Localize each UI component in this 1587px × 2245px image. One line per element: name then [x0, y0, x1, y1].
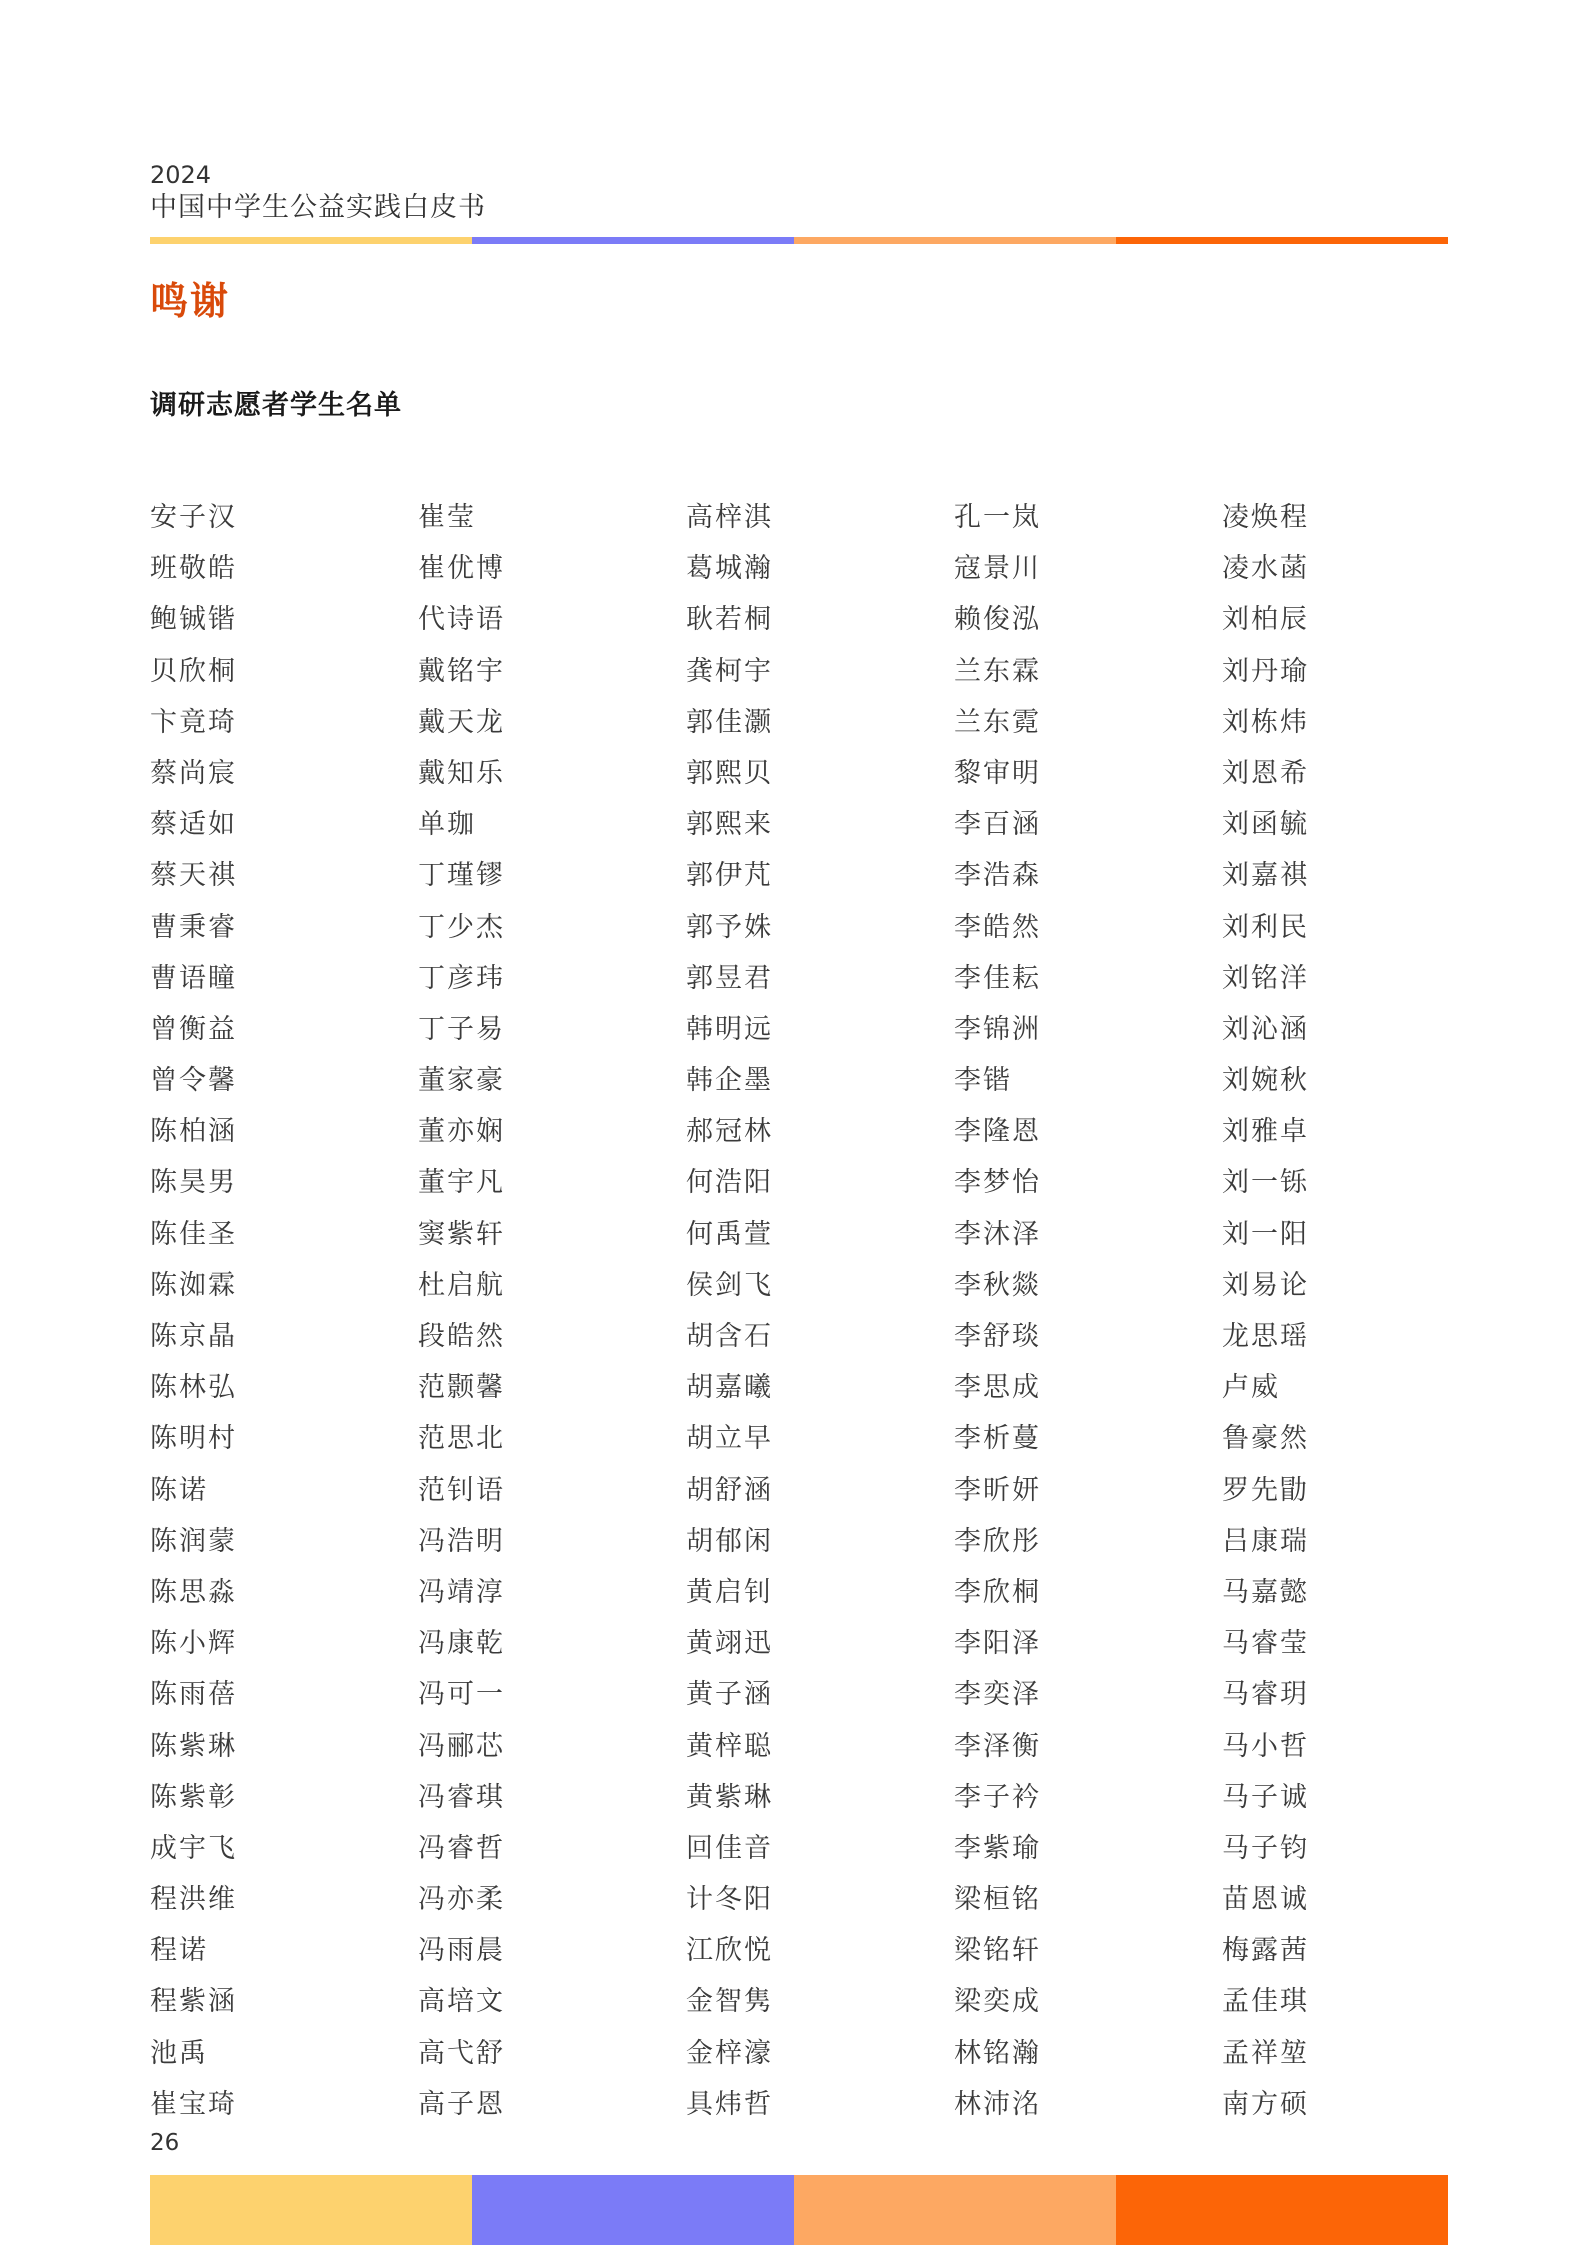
name-entry: 冯郦芯 [418, 1730, 505, 1762]
name-entry: 丁少杰 [418, 911, 505, 943]
name-entry: 程紫涵 [150, 1986, 237, 2018]
name-entry: 陈洳霖 [150, 1269, 237, 1301]
name-entry: 贝欣桐 [150, 655, 237, 687]
footer-band-peach [794, 2175, 1116, 2245]
name-entry: 郭熙来 [686, 809, 773, 841]
name-entry: 陈柏涵 [150, 1116, 237, 1148]
name-entry: 郭佳灏 [686, 706, 773, 738]
name-entry: 丁子易 [418, 1013, 505, 1045]
name-entry: 具炜哲 [686, 2088, 773, 2120]
name-entry: 李沐泽 [954, 1218, 1041, 1250]
name-entry: 梁奕成 [954, 1986, 1041, 2018]
name-entry: 孟祥堃 [1222, 2037, 1309, 2069]
header-rule-yellow [150, 237, 472, 244]
name-entry: 郭熙贝 [686, 757, 773, 789]
name-entry: 郭昱君 [686, 962, 773, 994]
name-entry: 李隆恩 [954, 1116, 1041, 1148]
name-entry: 郝冠林 [686, 1116, 773, 1148]
name-entry: 黄紫琳 [686, 1781, 773, 1813]
name-entry: 林沛洺 [954, 2088, 1041, 2120]
name-entry: 马小哲 [1222, 1730, 1309, 1762]
name-entry: 刘铭洋 [1222, 962, 1309, 994]
name-entry: 南方硕 [1222, 2088, 1309, 2120]
name-entry: 陈润蒙 [150, 1525, 237, 1557]
name-entry: 马睿玥 [1222, 1679, 1309, 1711]
name-entry: 蔡尚宸 [150, 757, 237, 789]
name-entry: 冯浩明 [418, 1525, 505, 1557]
name-entry: 李秋燚 [954, 1269, 1041, 1301]
name-entry: 刘婉秋 [1222, 1065, 1309, 1097]
name-entry: 侯剑飞 [686, 1269, 773, 1301]
name-entry: 陈林弘 [150, 1372, 237, 1404]
name-entry: 刘恩希 [1222, 757, 1309, 789]
name-entry: 崔莹 [418, 502, 476, 533]
name-entry: 陈诺 [150, 1474, 208, 1506]
name-entry: 刘柏辰 [1222, 604, 1309, 636]
name-entry: 李析蔓 [954, 1423, 1041, 1455]
name-entry: 卢威 [1222, 1372, 1280, 1404]
name-entry: 郭予姝 [686, 911, 773, 943]
name-entry: 范钊语 [418, 1474, 505, 1506]
name-entry: 丁彦玮 [418, 962, 505, 994]
name-entry: 段皓然 [418, 1321, 505, 1352]
name-entry: 刘一阳 [1222, 1218, 1309, 1250]
name-entry: 陈思淼 [150, 1576, 237, 1608]
name-entry: 池禹 [150, 2037, 208, 2069]
name-entry: 葛城瀚 [686, 553, 773, 585]
name-entry: 李欣桐 [954, 1576, 1041, 1608]
name-entry: 陈京晶 [150, 1321, 237, 1352]
name-entry: 曹秉睿 [150, 911, 237, 943]
name-entry: 鲍铖锴 [150, 604, 237, 636]
footer-band-yellow [150, 2175, 472, 2245]
header-rule-orange [1116, 237, 1448, 244]
subsection-title: 调研志愿者学生名单 [150, 390, 402, 421]
name-entry: 李泽衡 [954, 1730, 1041, 1762]
name-entry: 马子诚 [1222, 1781, 1309, 1813]
name-entry: 何浩阳 [686, 1167, 773, 1199]
name-entry: 陈雨蓓 [150, 1679, 237, 1711]
name-entry: 范思北 [418, 1423, 505, 1455]
name-entry: 陈佳圣 [150, 1218, 237, 1250]
header-rule-purple [472, 237, 794, 244]
name-entry: 程诺 [150, 1935, 208, 1967]
name-entry: 董亦娴 [418, 1116, 505, 1148]
name-entry: 窦紫轩 [418, 1218, 505, 1250]
name-entry: 董家豪 [418, 1065, 505, 1097]
name-entry: 苗恩诚 [1222, 1884, 1309, 1916]
name-entry: 寇景川 [954, 553, 1041, 585]
name-entry: 李奕泽 [954, 1679, 1041, 1711]
name-entry: 班敬皓 [150, 553, 237, 585]
name-entry: 曾令馨 [150, 1065, 237, 1097]
name-entry: 戴铭宇 [418, 655, 505, 687]
name-entry: 冯睿琪 [418, 1781, 505, 1813]
name-entry: 胡立早 [686, 1423, 773, 1455]
name-entry: 梁桓铭 [954, 1884, 1041, 1916]
footer-band-orange [1116, 2175, 1448, 2245]
name-entry: 高梓淇 [686, 502, 773, 533]
name-entry: 胡含石 [686, 1321, 773, 1352]
name-entry: 马嘉懿 [1222, 1576, 1309, 1608]
name-entry: 冯靖淳 [418, 1576, 505, 1608]
name-entry: 陈紫彰 [150, 1781, 237, 1813]
name-entry: 李欣彤 [954, 1525, 1041, 1557]
name-entry: 回佳音 [686, 1832, 773, 1864]
name-entry: 刘函毓 [1222, 809, 1309, 841]
name-entry: 董宇凡 [418, 1167, 505, 1199]
name-entry: 卞竟琦 [150, 706, 237, 738]
name-entry: 韩明远 [686, 1013, 773, 1045]
name-entry: 李皓然 [954, 911, 1041, 943]
name-entry: 黄子涵 [686, 1679, 773, 1711]
name-entry: 高弋舒 [418, 2037, 505, 2069]
name-entry: 成宇飞 [150, 1832, 237, 1864]
name-entry: 安子汉 [150, 502, 237, 533]
name-entry: 戴天龙 [418, 706, 505, 738]
page-header [150, 160, 1440, 226]
name-entry: 兰东霖 [954, 655, 1041, 687]
header-year: 2024 [150, 161, 212, 189]
section-title: 鸣谢 [150, 279, 231, 323]
name-entry: 胡嘉曦 [686, 1372, 773, 1404]
name-entry: 李佳耘 [954, 962, 1041, 994]
name-entry: 马子钧 [1222, 1832, 1309, 1864]
name-entry: 单珈 [418, 809, 476, 841]
name-entry: 计冬阳 [686, 1884, 773, 1916]
name-entry: 高子恩 [418, 2088, 505, 2120]
name-entry: 刘雅卓 [1222, 1116, 1309, 1148]
name-entry: 郭伊芃 [686, 860, 773, 892]
name-entry: 胡舒涵 [686, 1474, 773, 1506]
name-entry: 李舒琰 [954, 1321, 1041, 1352]
name-entry: 刘沁涵 [1222, 1013, 1309, 1045]
name-entry: 李思成 [954, 1372, 1041, 1404]
page-number: 26 [150, 2130, 180, 2156]
name-column-5 [1222, 492, 1482, 2130]
name-entry: 戴知乐 [418, 757, 505, 789]
name-entry: 冯睿哲 [418, 1832, 505, 1864]
name-entry: 陈紫琳 [150, 1730, 237, 1762]
name-column-2 [418, 492, 678, 2130]
name-entry: 鲁豪然 [1222, 1423, 1309, 1455]
name-entry: 江欣悦 [686, 1935, 773, 1967]
name-entry: 崔宝琦 [150, 2088, 237, 2120]
name-entry: 孔一岚 [954, 502, 1041, 533]
name-entry: 代诗语 [418, 604, 505, 636]
name-entry: 耿若桐 [686, 604, 773, 636]
name-entry: 梁铭轩 [954, 1935, 1041, 1967]
name-entry: 林铭瀚 [954, 2037, 1041, 2069]
name-entry: 韩企墨 [686, 1065, 773, 1097]
footer-band-purple [472, 2175, 794, 2245]
name-entry: 范颢馨 [418, 1372, 505, 1404]
name-entry: 冯康乾 [418, 1628, 505, 1660]
name-entry: 曾衡益 [150, 1013, 237, 1045]
name-entry: 高培文 [418, 1986, 505, 2018]
name-entry: 李锴 [954, 1065, 1012, 1097]
name-entry: 刘一铄 [1222, 1167, 1309, 1199]
name-entry: 刘易论 [1222, 1269, 1309, 1301]
name-entry: 刘利民 [1222, 911, 1309, 943]
name-entry: 李梦怡 [954, 1167, 1041, 1199]
header-rule-peach [794, 237, 1116, 244]
name-entry: 李百涵 [954, 809, 1041, 841]
name-entry: 程洪维 [150, 1884, 237, 1916]
name-entry: 梅露茜 [1222, 1935, 1309, 1967]
name-entry: 陈小辉 [150, 1628, 237, 1660]
name-entry: 黄启钊 [686, 1576, 773, 1608]
name-entry: 孟佳琪 [1222, 1986, 1309, 2018]
name-entry: 兰东霓 [954, 706, 1041, 738]
name-column-1 [150, 492, 410, 2130]
name-entry: 何禹萱 [686, 1218, 773, 1250]
name-entry: 陈明村 [150, 1423, 237, 1455]
name-entry: 李昕妍 [954, 1474, 1041, 1506]
name-entry: 龚柯宇 [686, 655, 773, 687]
name-entry: 李子衿 [954, 1781, 1041, 1813]
name-entry: 胡郁闲 [686, 1525, 773, 1557]
name-entry: 李紫瑜 [954, 1832, 1041, 1864]
header-book-title: 中国中学生公益实践白皮书 [150, 192, 486, 223]
name-entry: 李阳泽 [954, 1628, 1041, 1660]
name-entry: 罗先勖 [1222, 1474, 1309, 1506]
name-entry: 金智隽 [686, 1986, 773, 2018]
name-entry: 赖俊泓 [954, 604, 1041, 636]
name-entry: 凌焕程 [1222, 502, 1309, 533]
name-entry: 冯雨晨 [418, 1935, 505, 1967]
name-entry: 龙思瑶 [1222, 1321, 1309, 1352]
name-entry: 李锦洲 [954, 1013, 1041, 1045]
name-entry: 蔡天祺 [150, 860, 237, 892]
name-column-4 [954, 492, 1214, 2130]
name-entry: 黄梓聪 [686, 1730, 773, 1762]
name-entry: 陈昊男 [150, 1167, 237, 1199]
name-entry: 崔优博 [418, 553, 505, 585]
name-entry: 黎审明 [954, 757, 1041, 789]
name-entry: 冯亦柔 [418, 1884, 505, 1916]
name-entry: 马睿莹 [1222, 1628, 1309, 1660]
name-entry: 凌水菡 [1222, 553, 1309, 585]
name-entry: 黄翊迅 [686, 1628, 773, 1660]
name-entry: 金梓濠 [686, 2037, 773, 2069]
name-entry: 曹语瞳 [150, 962, 237, 994]
name-entry: 吕康瑞 [1222, 1525, 1309, 1557]
name-entry: 蔡适如 [150, 809, 237, 841]
name-entry: 杜启航 [418, 1269, 505, 1301]
name-entry: 李浩森 [954, 860, 1041, 892]
name-entry: 刘嘉祺 [1222, 860, 1309, 892]
name-entry: 刘栋炜 [1222, 706, 1309, 738]
name-entry: 冯可一 [418, 1679, 505, 1711]
name-column-3 [686, 492, 946, 2130]
name-entry: 刘丹瑜 [1222, 655, 1309, 687]
name-entry: 丁瑾镠 [418, 860, 505, 892]
